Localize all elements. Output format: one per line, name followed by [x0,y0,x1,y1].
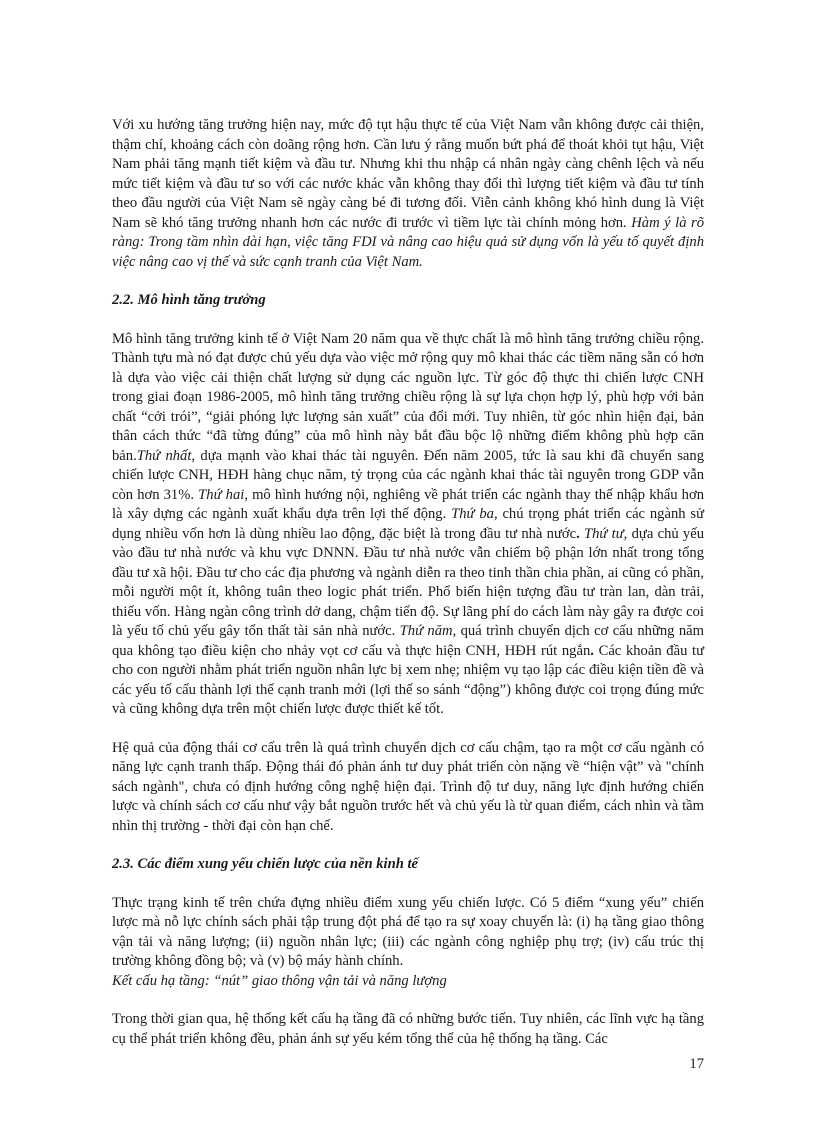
paragraph-growth-lag: Với xu hướng tăng trưởng hiện nay, mức độ tụt hậu thực tế của Việt Nam vẫn không được cải thiện, thậm chí, khoảng cách còn doãng rộng hơn. Cần lưu ý rằng muốn bứt phá để thoát khỏi tụt hậu, Việt Nam phải tăng mạnh tiết kiệm và đầu tư. Nhưng khi thu nhập cá nhân ngày càng chênh lệch và nếu mức tiết kiệm và đầu tư so với các nước khác vẫn không thay đổi thì lượng tiết kiệm và đầu tư tính theo đầu người của Việt Nam sẽ ngày càng bé đi tương đối. Viễn cảnh không khó hình dung là Việt Nam sẽ khó tăng trưởng nhanh hơn các nước đi trước vì tiềm lực tài chính mỏng hơn. Hàm ý là rõ ràng: Trong tầm nhìn dài hạn, việc tăng FDI và nâng cao hiệu quả sử dụng vốn là yếu tố quyết định việc nâng cao vị thế và sức cạnh tranh của Việt Nam. [112,117,704,270]
paragraph-structural-consequence: Hệ quả của động thái cơ cấu trên là quá trình chuyển dịch cơ cấu chậm, tạo ra một cơ cấu ngành có năng lực cạnh tranh thấp. Động thái đó phản ánh tư duy phát triển còn nặng về “hiện vật” và "chính sách ngành", chưa có định hướng công nghệ hiện đại. Trình độ tư duy, năng lực định hướng chiến lược và chính sách cơ cấu như vậy bắt nguồn trước hết và chủ yếu là từ quan điểm, cách nhìn và tầm nhìn thị trường - thời đại còn hạn chế. [112,739,704,834]
section-heading-2-3: 2.3. Các điểm xung yếu chiến lược của nền kinh tế [112,856,419,872]
document-body [112,116,704,1068]
paragraph-weak-points: Thực trạng kinh tế trên chứa đựng nhiều điểm xung yếu chiến lược. Có 5 điểm “xung yếu” chiến lược mà nỗ lực chính sách phải tập trung đột phá để tạo ra sự xoay chuyển là: (i) hạ tầng giao thông vận tải và năng lượng; (ii) nguồn nhân lực; (iii) các ngành công nghiệp phụ trợ; (iv) cấu trúc thị trường không đồng bộ; và (v) bộ máy hành chính. [112,894,704,969]
paragraph-infrastructure: Trong thời gian qua, hệ thống kết cấu hạ tầng đã có những bước tiến. Tuy nhiên, các lĩnh vực hạ tầng cụ thể phát triển không đều, phản ánh sự yếu kém tổng thể của hệ thống hạ tầng. Các [112,1011,704,1047]
page-number: 17 [689,1056,704,1072]
implication-italic: Hàm ý là rõ ràng: Trong tầm nhìn dài hạn, việc tăng FDI và nâng cao hiệu quả sử dụng vốn là yếu tố quyết định việc nâng cao vị thế và sức cạnh tranh của Việt Nam. [112,214,704,270]
subheading-infrastructure: Kết cấu hạ tầng: “nút” giao thông vận tải và năng lượng [112,972,447,989]
section-heading-2-2: 2.2. Mô hình tăng trưởng [112,292,266,308]
paragraph-growth-model: Mô hình tăng trưởng kinh tế ở Việt Nam 20 năm qua về thực chất là mô hình tăng trưởng chiều rộng. Thành tựu mà nó đạt được chủ yếu dựa vào việc mở rộng quy mô khai thác các tiềm năng sẵn có hơn là dựa vào việc cải thiện chất lượng sử dụng các nguồn lực. Từ góc độ thực thi chiến lược CNH trong giai đoạn 1986-2005, mô hình tăng trưởng chiều rộng là sự lựa chọn hợp lý, phù hợp với bản chất “cởi trói”, “giải phóng lực lượng sản xuất” của đổi mới. Tuy nhiên, từ góc nhìn hiện đại, bản thân cách thức “đã từng đúng” của mô hình này bắt đầu bộc lộ những điểm không phù hợp căn bản.Thứ nhất, dựa mạnh vào khai thác tài nguyên. Đến năm 2005, tức là sau khi đã chuyển sang chiến lược CNH, HĐH hàng chục năm, tỷ trọng của các ngành khai thác tài nguyên trong GDP vẫn còn hơn 31%. Thứ hai, mô hình hướng nội, nghiêng về phát triển các ngành thay thế nhập khẩu hơn là xây dựng các ngành xuất khẩu dựa trên lợi thế động. Thứ ba, chú trọng phát triển các ngành sử dụng nhiều vốn hơn là dùng nhiều lao động, đặc biệt là trong đầu tư nhà nước. Thứ tư, dựa chủ yếu vào đầu tư nhà nước và khu vực DNNN. Đầu tư nhà nước vẫn chiếm bộ phận lớn nhất trong tổng đầu tư xã hội. Đầu tư cho các địa phương và ngành diễn ra theo tinh thần chia phần, ai cũng có phần, mỗi người một ít, không tuân theo logic phát triển. Phổ biến hiện tượng đầu tư tràn lan, dàn trải, thiếu vốn. Hàng ngàn công trình dở dang, chậm tiến độ. Sự lãng phí do cách làm này gây ra được coi là yếu tố chủ yếu gây tổn thất tài sản nhà nước. Thứ năm, quá trình chuyển dịch cơ cấu những năm qua không tạo điều kiện cho nhảy vọt cơ cấu và thực hiện CNH, HĐH rút ngắn. Các khoản đầu tư cho con người nhằm phát triển nguồn nhân lực bị xem nhẹ; nhiệm vụ tạo lập các điều kiện tiền đề và các yếu tố cấu thành lợi thế cạnh tranh mới (lợi thế so sánh “động”) không được coi trọng đúng mức và cũng không dựa trên một chiến lược được thiết kế tốt. [112,330,705,717]
